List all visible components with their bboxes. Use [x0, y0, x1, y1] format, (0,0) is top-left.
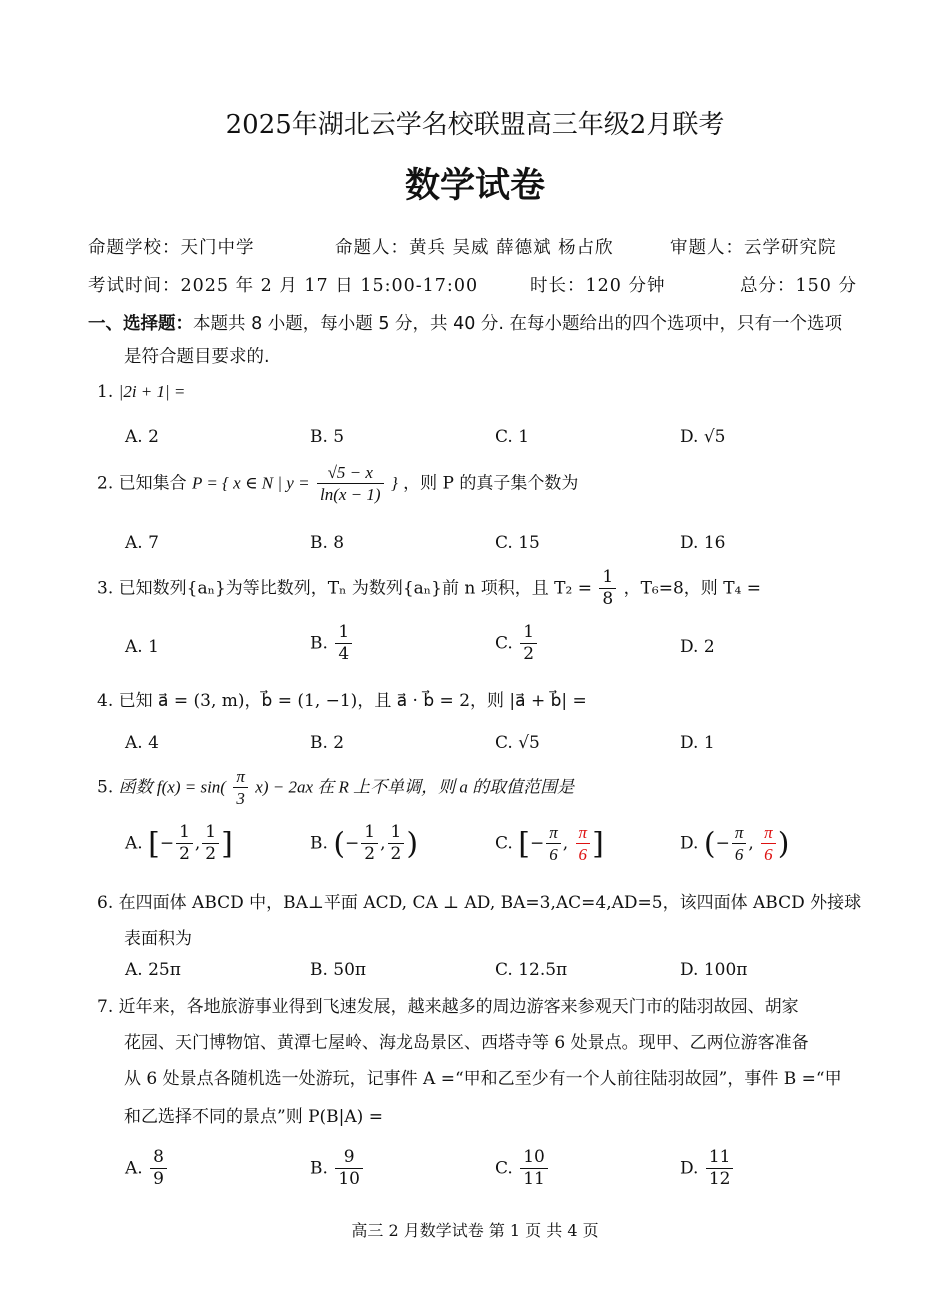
q3-option-c: [495, 622, 539, 666]
q6-option-d: D. 100π: [680, 960, 748, 980]
q1-number: 1.: [97, 382, 114, 402]
q5-a-frac-2-num: 1: [202, 822, 219, 844]
q3-c-numerator: 1: [520, 622, 537, 644]
q5-b-comma: ,: [380, 833, 386, 854]
q3-option-d: D. 2: [680, 637, 715, 657]
q3-option-a: A. 1: [125, 637, 159, 657]
q5-d-frac-2-den: 6: [764, 845, 773, 865]
q6-stem-1: 在四面体 ABCD 中，BA⊥平面 ACD, CA ⊥ AD, BA=3,AC=4,AD=5，该四面体 ABCD 外接球: [118, 893, 862, 913]
q2-option-c: C. 15: [495, 533, 540, 553]
q5-arg-denominator: 3: [236, 789, 245, 809]
q5-c-comma: ,: [562, 833, 569, 854]
q5-a-bracket-left: [: [148, 826, 160, 862]
q7-a-numerator: 8: [150, 1147, 167, 1169]
q7-d-numerator: 11: [706, 1147, 734, 1169]
q7-option-a-label: A.: [125, 1158, 143, 1179]
q1-stem: |2i + 1| =: [118, 382, 186, 401]
q7-option-b-label: B.: [310, 1158, 328, 1179]
q5-option-a: [125, 822, 233, 866]
school-label: 命题学校：天门中学: [88, 238, 255, 258]
q3-option-b-fraction: [335, 622, 352, 666]
q1-option-b: B. 5: [310, 427, 345, 447]
q5-b-minus: −: [345, 833, 360, 854]
q7-d-denominator: 12: [708, 1169, 731, 1190]
q4-option-c: C. √5: [495, 733, 540, 753]
q1-option-c: C. 1: [495, 427, 530, 447]
subject-title: 数学试卷: [404, 166, 545, 206]
q5-arg-numerator: π: [233, 766, 248, 788]
q3-stem-b: ，T₆=8，则 T₄ =: [623, 578, 762, 599]
q5-b-frac-1-den: 2: [364, 844, 376, 865]
q3-option-c-fraction: [520, 622, 537, 666]
total-score: 总分：150 分: [740, 276, 857, 296]
q3-number: 3.: [97, 578, 114, 599]
question-3: [97, 567, 761, 611]
question-7: [97, 992, 799, 1017]
q5-b-frac-2: [388, 822, 405, 866]
q5-d-paren-left: (: [703, 826, 716, 862]
q7-b-numerator: 9: [335, 1147, 363, 1169]
reviewer-label: 审题人：云学研究院: [670, 238, 837, 258]
q7-number: 7.: [97, 997, 114, 1017]
q3-c-denominator: 2: [523, 644, 535, 665]
q5-a-bracket-right: ]: [221, 826, 233, 862]
q5-d-frac-1: [732, 822, 747, 866]
q4-stem: 已知 a⃗ = (3, m)，b⃗ = (1, −1)，且 a⃗ · b⃗ = 2，则 |a⃗ + b⃗| =: [118, 691, 587, 711]
q5-option-b: [310, 822, 418, 866]
q7-c-fraction: [520, 1147, 548, 1191]
q6-option-c: C. 12.5π: [495, 960, 568, 980]
q5-b-frac-1: [361, 822, 378, 866]
q5-c-frac-2-den: 6: [578, 845, 588, 865]
q5-b-frac-1-num: 1: [361, 822, 378, 844]
page-footer: 高三 2 月数学试卷 第 1 页 共 4 页: [351, 1221, 599, 1240]
q3-b-numerator: 1: [335, 622, 352, 644]
q5-d-frac-2-num: π: [761, 822, 776, 844]
q5-c-frac-1-den: 6: [549, 845, 558, 865]
q6-number: 6.: [97, 893, 114, 913]
q5-stem-b: x) − 2ax 在 R 上不单调，则 a 的取值范围是: [255, 777, 575, 797]
q5-arg-fraction: [233, 766, 248, 810]
q5-c-bracket-left: [: [518, 826, 530, 862]
q5-d-frac-1-num: π: [732, 822, 747, 844]
q5-option-b-label: B.: [310, 833, 328, 854]
q2-stem-post: ，则 P 的真子集个数为: [403, 473, 579, 494]
duration: 时长：120 分钟: [530, 276, 666, 296]
question-2: [97, 462, 578, 506]
q5-stem-a: 函数 f(x) = sin(: [118, 777, 226, 797]
q5-c-frac-2-num: π: [576, 822, 591, 844]
section-intro-1: 本题共 8 小题，每小题 5 分，共 40 分. 在每小题给出的四个选项中，只有一个选项: [193, 314, 843, 334]
question-5: [97, 766, 574, 810]
q3-option-c-label: C.: [495, 633, 513, 654]
q7-b-fraction: [335, 1147, 363, 1191]
q4-option-d: D. 1: [680, 733, 715, 753]
q3-option-b-label: B.: [310, 633, 328, 654]
q5-option-d-label: D.: [680, 833, 699, 854]
q7-stem-4: 和乙选择不同的景点”则 P(B|A) =: [124, 1107, 383, 1127]
q5-number: 5.: [97, 777, 114, 798]
q7-b-denominator: 10: [338, 1169, 360, 1190]
question-4: [97, 686, 587, 711]
q5-a-minus: −: [159, 833, 175, 854]
q7-stem-2: 花园、天门博物馆、黄潭七屋岭、海龙岛景区、西塔寺等 6 处景点。现甲、乙两位游客准备: [124, 1033, 809, 1053]
q5-b-frac-2-den: 2: [390, 844, 402, 865]
exam-time: 考试时间：2025 年 2 月 17 日 15:00-17:00: [88, 276, 479, 296]
q3-t2-fraction: [599, 567, 616, 611]
q7-option-a: [125, 1147, 169, 1191]
q1-option-d: D. √5: [680, 427, 726, 447]
q2-option-b: B. 8: [310, 533, 345, 553]
section-intro-2: 是符合题目要求的.: [124, 347, 270, 367]
q5-c-frac-2: [576, 822, 591, 866]
q5-b-frac-2-num: 1: [388, 822, 405, 844]
q5-d-paren-right: ): [777, 826, 790, 862]
q5-a-frac-2: [202, 822, 219, 866]
q2-set-right: }: [390, 473, 398, 493]
q2-option-a: A. 7: [125, 533, 159, 553]
q4-number: 4.: [97, 691, 114, 711]
q5-option-c-label: C.: [495, 833, 513, 854]
q5-c-frac-1: [546, 822, 561, 866]
q7-c-denominator: 11: [523, 1169, 545, 1190]
q2-stem-pre: 已知集合: [118, 473, 187, 494]
q7-option-b: [310, 1147, 365, 1191]
section-label: 一、选择题：: [88, 314, 193, 334]
question-1: [97, 382, 185, 402]
q5-b-paren-right: ): [406, 826, 419, 862]
q1-option-a: A. 2: [125, 427, 159, 447]
q3-option-b: [310, 622, 354, 666]
q7-option-c: [495, 1147, 550, 1191]
q7-stem-3: 从 6 处景点各随机选一处游玩，记事件 A =“甲和乙至少有一个人前往陆羽故园”，事件 B =“甲: [124, 1069, 842, 1089]
q6-option-b: B. 50π: [310, 960, 367, 980]
q5-option-a-label: A.: [125, 833, 143, 854]
q5-a-frac-2-den: 2: [205, 844, 217, 865]
q5-option-d: [680, 822, 789, 866]
section-heading: [88, 310, 842, 335]
q7-option-c-label: C.: [495, 1158, 513, 1179]
q3-t2-denominator: 8: [602, 589, 614, 610]
q6-stem-2: 表面积为: [124, 929, 192, 949]
q5-d-frac-2: [761, 822, 776, 866]
q5-b-paren-left: (: [333, 826, 346, 862]
q7-a-fraction: [150, 1147, 167, 1191]
authors-label: 命题人：黄兵 吴威 薛德斌 杨占欣: [335, 238, 614, 258]
q3-stem-a: 已知数列{aₙ}为等比数列，Tₙ 为数列{aₙ}前 n 项积，且 T₂ =: [118, 578, 592, 599]
q7-option-d: [680, 1147, 735, 1191]
q5-d-frac-1-den: 6: [734, 845, 744, 865]
q2-option-d: D. 16: [680, 533, 726, 553]
q7-option-d-label: D.: [680, 1158, 699, 1179]
q7-a-denominator: 9: [153, 1169, 164, 1190]
q5-option-c: [495, 822, 604, 866]
q3-b-denominator: 4: [338, 644, 350, 665]
q7-d-fraction: [706, 1147, 734, 1191]
q2-set-left: P = { x ∈ N | y =: [192, 473, 310, 493]
q4-option-b: B. 2: [310, 733, 345, 753]
q5-a-comma: ,: [194, 833, 201, 854]
q5-a-frac-1-num: 1: [176, 822, 193, 844]
q3-t2-numerator: 1: [599, 567, 616, 589]
q5-a-frac-1: [176, 822, 193, 866]
q4-option-a: A. 4: [125, 733, 159, 753]
question-6: [97, 888, 861, 913]
q2-denominator: ln(x − 1): [319, 485, 381, 505]
q2-number: 2.: [97, 473, 114, 494]
q5-c-minus: −: [529, 833, 545, 854]
q7-stem-1: 近年来，各地旅游事业得到飞速发展，越来越多的周边游客来参观天门市的陆羽故园、胡家: [118, 997, 799, 1017]
q5-c-frac-1-num: π: [546, 822, 561, 844]
q5-d-comma: ,: [748, 833, 754, 854]
q5-c-bracket-right: ]: [592, 826, 604, 862]
exam-title: 2025年湖北云学名校联盟高三年级2月联考: [225, 110, 725, 140]
q2-numerator: √5 − x: [317, 462, 384, 484]
q7-c-numerator: 10: [520, 1147, 548, 1169]
q2-fraction: [317, 462, 384, 506]
q5-d-minus: −: [715, 833, 730, 854]
q6-option-a: A. 25π: [125, 960, 181, 980]
q5-a-frac-1-den: 2: [179, 844, 190, 865]
